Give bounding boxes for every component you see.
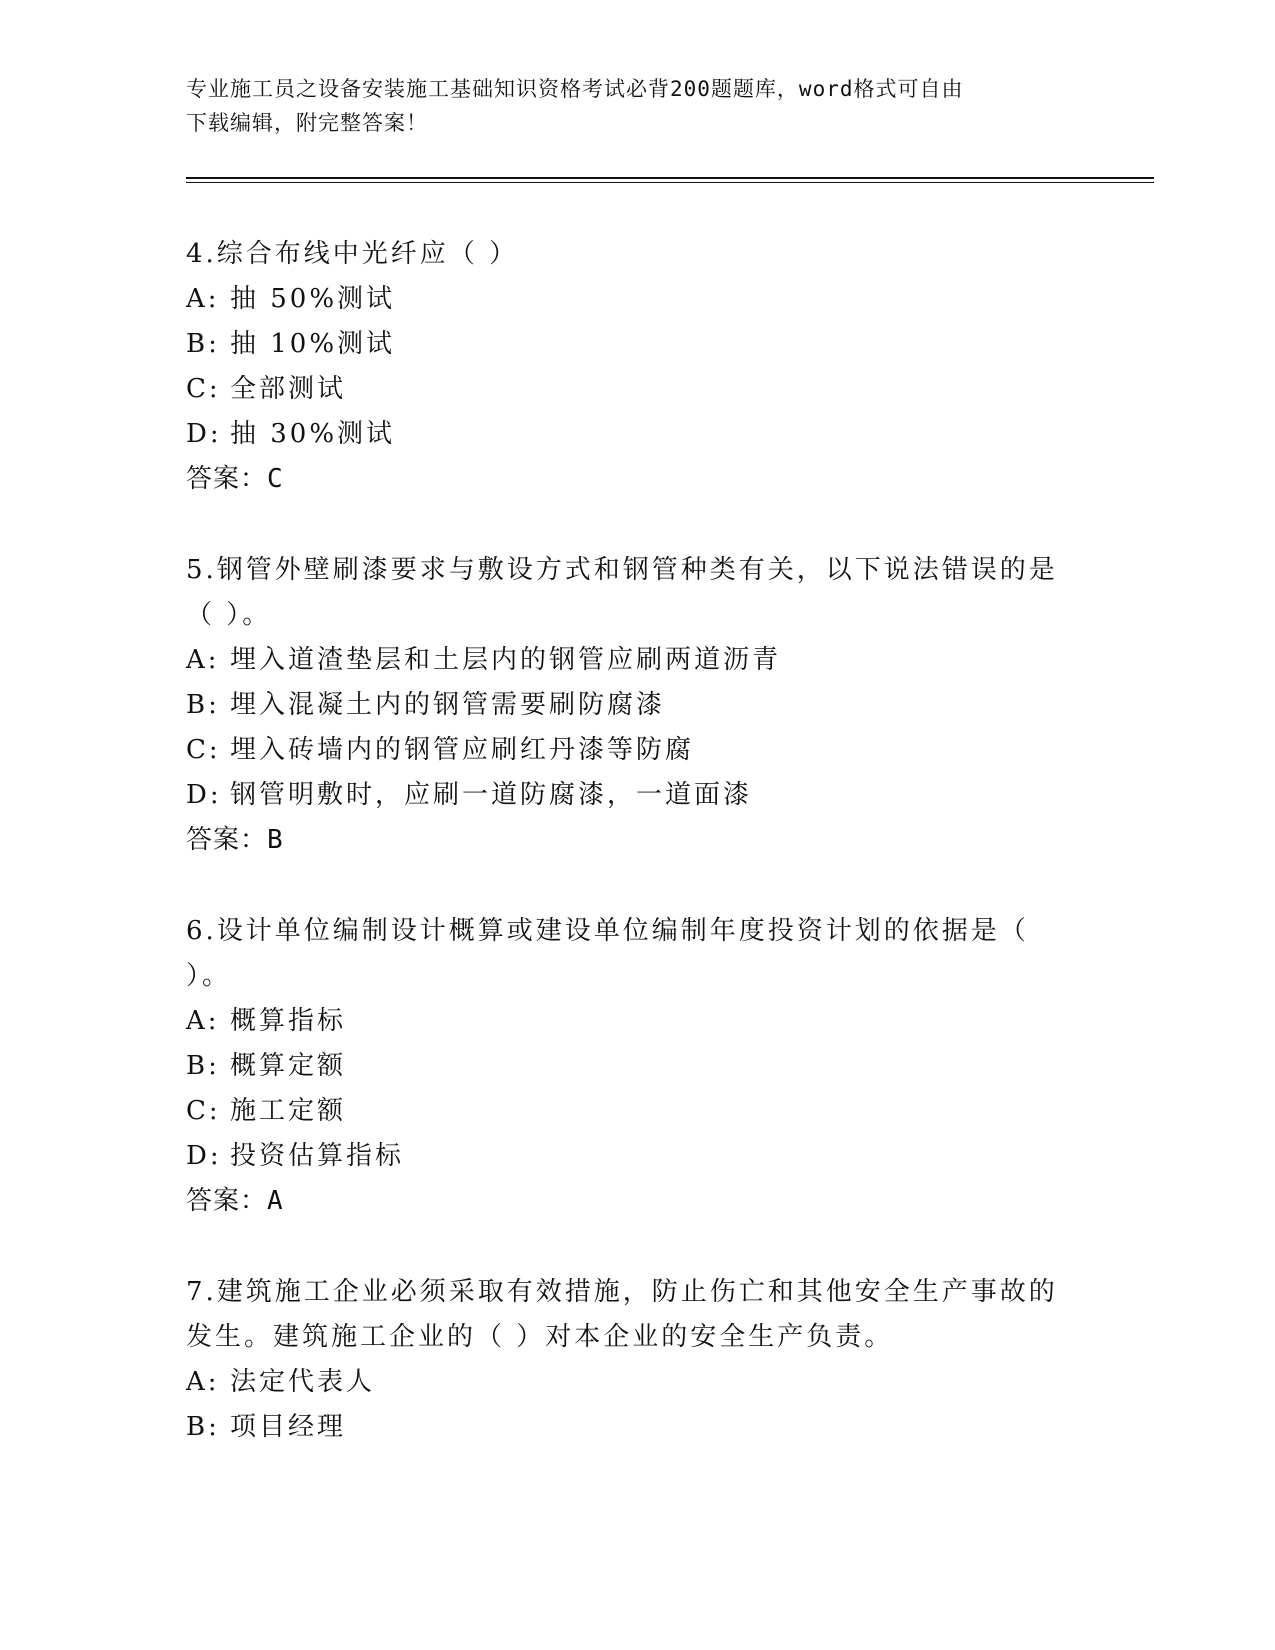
option-b	[186, 1405, 1066, 1450]
option-a	[186, 638, 1066, 683]
option-text: 施工定额	[230, 1096, 347, 1126]
option-text: 埋入道渣垫层和土层内的钢管应刷两道沥青	[230, 645, 782, 675]
option-letter: B:	[186, 1051, 220, 1081]
option-text: 法定代表人	[230, 1367, 376, 1397]
option-c	[186, 1089, 1066, 1134]
option-a	[186, 277, 1066, 322]
option-letter: D:	[186, 780, 222, 810]
option-letter: D:	[186, 1141, 222, 1171]
option-text: 抽 30%测试	[230, 419, 396, 449]
option-b	[186, 683, 1066, 728]
option-letter: A:	[186, 284, 220, 314]
question-4	[186, 232, 1066, 502]
option-letter: B:	[186, 690, 220, 720]
header-line-2: 下载编辑，附完整答案！	[186, 111, 428, 135]
question-stem: 7.建筑施工企业必须采取有效措施，防止伤亡和其他安全生产事故的发生。建筑施工企业的（ ）对本企业的安全生产负责。	[186, 1277, 1058, 1352]
header-line-1: 专业施工员之设备安装施工基础知识资格考试必背200题题库，word格式可自由	[186, 77, 964, 101]
option-d	[186, 773, 1066, 818]
question-stem: 6.设计单位编制设计概算或建设单位编制年度投资计划的依据是（ ）。	[186, 916, 1029, 991]
question-5	[186, 548, 1066, 863]
option-text: 概算指标	[230, 1006, 347, 1036]
option-letter: C:	[186, 735, 221, 765]
question-stem: 5.钢管外壁刷漆要求与敷设方式和钢管种类有关，以下说法错误的是（ ）。	[186, 555, 1058, 630]
question-stem: 4.综合布线中光纤应（ ）	[186, 239, 519, 269]
option-letter: A:	[186, 645, 220, 675]
document-header	[186, 72, 1086, 140]
question-7	[186, 1270, 1066, 1450]
option-a	[186, 999, 1066, 1044]
option-letter: C:	[186, 1096, 221, 1126]
answer-line: 答案：C	[186, 464, 284, 494]
option-text: 项目经理	[230, 1412, 347, 1442]
option-text: 概算定额	[230, 1051, 347, 1081]
option-letter: B:	[186, 1412, 220, 1442]
answer-line: 答案：A	[186, 1186, 284, 1216]
header-divider-thin	[186, 182, 1154, 183]
header-divider-thick	[186, 177, 1154, 179]
option-d	[186, 1134, 1066, 1179]
option-letter: A:	[186, 1006, 220, 1036]
option-b	[186, 1044, 1066, 1089]
question-list	[186, 232, 1066, 1496]
option-text: 投资估算指标	[230, 1141, 405, 1171]
question-6	[186, 909, 1066, 1224]
option-b	[186, 322, 1066, 367]
option-text: 埋入砖墙内的钢管应刷红丹漆等防腐	[230, 735, 695, 765]
option-text: 埋入混凝土内的钢管需要刷防腐漆	[230, 690, 666, 720]
answer-line: 答案：B	[186, 825, 284, 855]
option-a	[186, 1360, 1066, 1405]
option-letter: C:	[186, 374, 221, 404]
option-c	[186, 367, 1066, 412]
option-letter: B:	[186, 329, 220, 359]
option-letter: A:	[186, 1367, 220, 1397]
option-d	[186, 412, 1066, 457]
option-text: 抽 50%测试	[230, 284, 396, 314]
option-text: 抽 10%测试	[230, 329, 396, 359]
option-text: 钢管明敷时，应刷一道防腐漆，一道面漆	[230, 780, 753, 810]
option-letter: D:	[186, 419, 222, 449]
option-c	[186, 728, 1066, 773]
option-text: 全部测试	[230, 374, 347, 404]
